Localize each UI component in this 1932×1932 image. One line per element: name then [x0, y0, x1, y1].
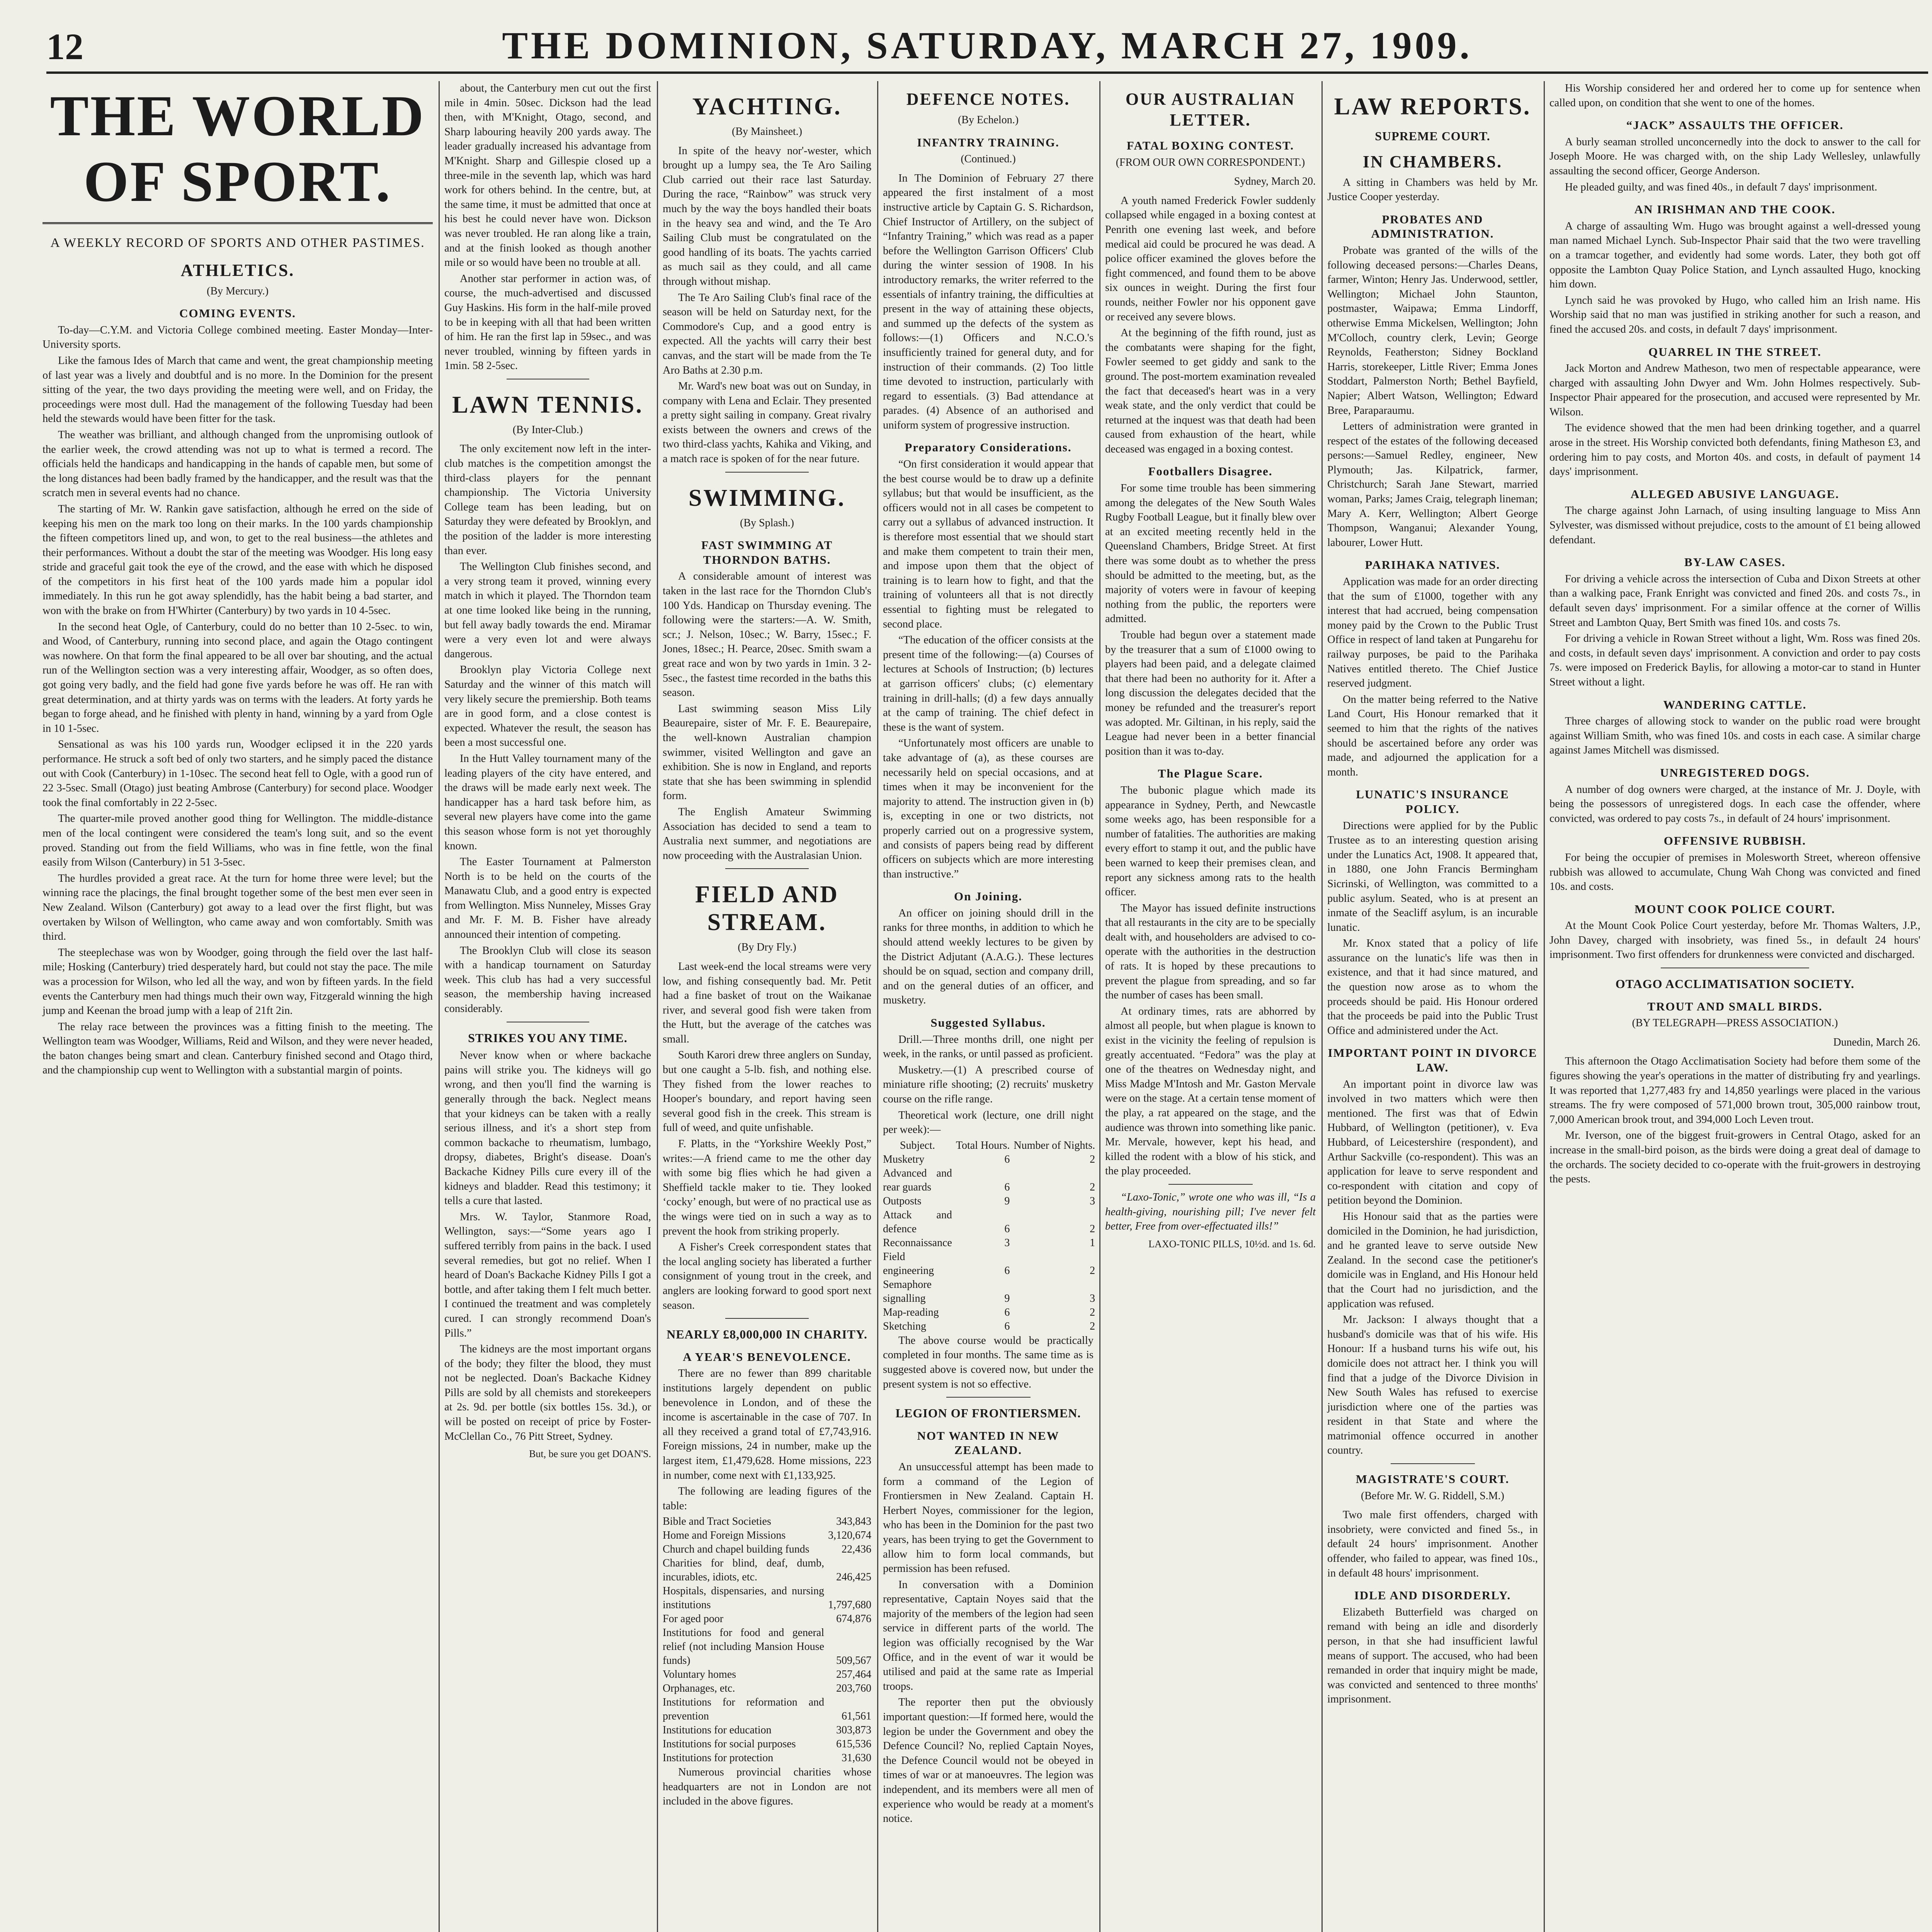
syllabus-hours: 9	[1004, 1292, 1010, 1304]
syllabus-subject: Map-reading	[883, 1306, 939, 1318]
divider	[1391, 1463, 1475, 1464]
subheading: MOUNT COOK POLICE COURT.	[1634, 902, 1835, 916]
paragraph: Musketry.—(1) A prescribed course of miniature rifle shooting; (2) recruits' musketry course on the rifle range.	[883, 1064, 1094, 1105]
byline: (By Mercury.)	[207, 285, 269, 297]
heading-australian-letter: OUR AUSTRALIAN LETTER.	[1125, 90, 1296, 129]
byline: (BY TELEGRAPH—PRESS ASSOCIATION.)	[1632, 1017, 1838, 1029]
subheading: On Joining.	[954, 889, 1023, 903]
paragraph: A sitting in Chambers was held by Mr. Justice Cooper yesterday.	[1327, 176, 1538, 203]
paragraph: At ordinary times, rats are abhorred by almost all people, but when plague is known to exist in the vicinity the feeling of repulsion is greatly accentuated. “Fedora” was the play at one of the theatres on Wednesday night, and Miss Madge M'Intosh and Mr. Gaston Mervale were on the stage. At a certain tense moment of the play, a rat appeared on the stage, and the audience was thrown into something like panic. Mr. Mervale, however, kept his head, and killed the rodent with a blow of his stick, and the play proceeded.	[1105, 1005, 1316, 1177]
charity-amount: 674,876	[836, 1613, 871, 1625]
charity-table	[663, 1515, 871, 1765]
paragraph: Two male first offenders, charged with insobriety, were convicted and fined 5s., in default 24 hours' imprisonment. Another offender, who failed to appear, was fined 10s., in default 48 hours' imprisonment.	[1327, 1509, 1538, 1579]
byline: (By Dry Fly.)	[738, 941, 796, 954]
charity-category: Home and Foreign Missions	[663, 1529, 786, 1542]
charity-amount: 343,843	[836, 1515, 871, 1528]
subheading: INFANTRY TRAINING.	[917, 135, 1060, 149]
paragraph: There are no fewer than 899 charitable institutions largely dependent on public benevolence in London, and of these the income is ascertainable in the case of 707. In all they received a grand total of £7,743,916. Foreign missions, 24 in number, make up the largest item, £1,479,628. Home missions, 223 in number, come next with £1,133,925.	[663, 1367, 871, 1481]
heading-swimming: SWIMMING.	[688, 485, 846, 511]
paragraph: F. Platts, in the “Yorkshire Weekly Post,” writes:—A friend came to me the other day with some big flies which he had given a Sheffield tackle maker to tie. They looked ‘cocky’ enough, but were of no practical use as the wings were tied on in such a way as to prevent the hook from striking properly.	[663, 1138, 871, 1237]
table-row	[663, 1529, 871, 1543]
paragraph: At the beginning of the fifth round, just as the combatants were shaping for the fight, Fowler seemed to get giddy and sank to the ground. The post-mortem examination revealed the fact that deceased's heart was in a very weak state, and the only verdict that could be returned at the inquest was that death had been caused from exhaustion of the heart, while deceased was engaged in a boxing contest.	[1105, 327, 1316, 455]
charity-category: Institutions for reformation and prevention	[663, 1696, 824, 1723]
table-row	[663, 1612, 871, 1626]
subheading: NOT WANTED IN NEW ZEALAND.	[917, 1429, 1060, 1457]
column-athletics-tennis	[444, 81, 651, 1932]
syllabus-nights: 3	[1090, 1195, 1095, 1207]
paragraph: Three charges of allowing stock to wander on the public road were brought against William Smith, who was fined 10s. and costs in each case. A similar charge against James Mitchell was dismissed.	[1549, 715, 1920, 757]
paragraph: A considerable amount of interest was taken in the last race for the Thorndon Club's 100 Yds. Handicap on Thursday evening. The following were the starters:—A. W. Smith, scr.; J. Nelson, 10sec.; W. Barry, 15sec.; F. Jones, 18sec.; H. Pearce, 20sec. Smith swam a great race and won by two yards in 1min. 3 2-5sec., the fastest time recorded in the baths this season.	[663, 570, 871, 699]
table-row	[663, 1543, 871, 1556]
paragraph: A burly seaman strolled unconcernedly into the dock to answer to the call for Joseph Moore. He was charged with, on the ship Lady Wellesley, unlawfully assaulting the second officer, George Anderson.	[1549, 136, 1920, 177]
heading-charity: NEARLY £8,000,000 IN CHARITY.	[667, 1327, 867, 1342]
charity-category: Institutions for food and general relief (not including Mansion House funds)	[663, 1627, 824, 1667]
table-row	[663, 1737, 871, 1751]
paragraph: An important point in divorce law was involved in two matters which were then mentioned. The first was that of Edwin Hubbard, of Wellington (petitioner), v. Eva Hubbard, of Leicestershire (respondent), and Arthur Sackville (co-respondent). This was an application for leave to serve respondent and co-respondent with citation and copy of petition beyond the Dominion.	[1327, 1078, 1538, 1207]
paragraph: Lynch said he was provoked by Hugo, who called him an Irish name. His Worship said that no man was justified in striking another for such a reason, and fined the accused 20s. and costs, in default 7 days' imprisonment.	[1549, 294, 1920, 335]
table-row	[883, 1236, 1095, 1250]
advert-tagline: But, be sure you get DOAN'S.	[529, 1448, 651, 1460]
table-row	[663, 1723, 871, 1737]
paragraph: The charge against John Larnach, of using insulting language to Miss Ann Sylvester, was dismissed without prejudice, costs to the amount of £1 being allowed defendant.	[1549, 505, 1920, 546]
subheading: FATAL BOXING CONTEST.	[1126, 139, 1294, 152]
paragraph: A charge of assaulting Wm. Hugo was brought against a well-dressed young man named Michael Lynch. Sub-Inspector Phair said that the two were travelling on a tramcar together, and evidently had some words. Later, they both got off opposite the Lambton Quay Police Station, and Lynch assaulted Hugo, knocking him down.	[1549, 220, 1920, 291]
table-row	[883, 1194, 1095, 1208]
column-rule	[1099, 81, 1100, 1932]
column-court-otago	[1549, 81, 1920, 1932]
paragraph: Last week-end the local streams were very low, and fishing consequently bad. Mr. Petit had a fine basket of trout on the Waikanae river, and several good fish were taken from the Hutt, but the average of the catches was small.	[663, 960, 871, 1045]
syllabus-subject: Attack and defence	[883, 1209, 952, 1235]
table-row	[663, 1626, 871, 1668]
table-row	[883, 1167, 1095, 1194]
table-header: Total Hours.	[956, 1139, 1010, 1151]
heading-in-chambers: IN CHAMBERS.	[1362, 152, 1503, 171]
syllabus-nights: 2	[1090, 1223, 1095, 1235]
syllabus-nights: 2	[1090, 1153, 1095, 1165]
table-row	[883, 1320, 1095, 1333]
paragraph: In the second heat Ogle, of Canterbury, could do no better than 10 2-5sec. to win, and Wood, of Canterbury, running into second place, and again the Otago contingent was nowhere. On that form the final appeared to be all over bar shouting, and the actual run of the Wellington section was a very interesting affair, Woodger, as so often does, got going very badly, and the field had gone five yards before he was off. He ran with great determination, and at thirty yards was on terms with the leaders. At forty yards he began to forge ahead, and he finished with plenty in hand, winning by a yard from Ogle in 10 1-5sec.	[43, 621, 433, 735]
paragraph: On the matter being referred to the Native Land Court, His Honour remarked that it seemed to him that the rights of the natives should be ascertained before any order was made, and adjourned the application for a month.	[1327, 693, 1538, 778]
paragraph: For being the occupier of premises in Molesworth Street, whereon offensive rubbish was allowed to accumulate, Chung Wah Chong was convicted and fined 10s. and costs.	[1549, 851, 1920, 893]
subheading: A YEAR'S BENEVOLENCE.	[683, 1350, 851, 1364]
paragraph: Letters of administration were granted in respect of the estates of the following deceased persons:—Samuel Redley, engineer, New Plymouth; Jas. Kilpatrick, farmer, Christchurch; Sarah Jane Stewart, married woman, Parks; James Craig, telegraph lineman; Mary A. Kerr, Wellington; Albert George Thompson, Wanganui; Alexander Young, labourer, Lower Hutt.	[1327, 420, 1538, 549]
subheading: IMPORTANT POINT IN DIVORCE LAW.	[1328, 1046, 1537, 1075]
syllabus-nights: 1	[1090, 1236, 1095, 1249]
paragraph: In The Dominion of February 27 there appeared the first instalment of a most instructive article by Captain G. S. Richardson, Chief Instructor of Artillery, on the subject of “Infantry Training,” which was read as a paper before the Wellington Garrison Officers' Club during the winter session of 1908. In his introductory remarks, the writer referred to the essentials of infantry training, the difficulties at present in the way of attaining these objects, and summed up the defects of the system as follows:—(1) Officers and N.C.O.'s insufficiently trained for general duty, and for instruction of their commands. (2) Too little time devoted to instruction, particularly with regard to essentials. (3) Bad attendance at parades. (4) Absence of an authorised and uniform system of progressive instruction.	[883, 172, 1094, 431]
paragraph: South Karori drew three anglers on Sunday, but one caught a 5-lb. fish, and nothing else. They fished from the lower reaches to Hooper's boundary, and report having seen several good fish in the creek. This stream is full of weed, and quite unfishable.	[663, 1049, 871, 1134]
paragraph: The Wellington Club finishes second, and a very strong team it proved, winning every match in which it played. The Thorndon team at one time looked like being in the running, but fell away badly towards the end. Miramar were a very even lot and were always dangerous.	[444, 561, 651, 660]
paragraph: In conversation with a Dominion representative, Captain Noyes said that the majority of the members of the legion had seen service in different parts of the world. The legion was officially recognised by the War Office, and in the event of war it would be utilised and paid at the same rate as Imperial troops.	[883, 1578, 1094, 1692]
table-row	[883, 1278, 1095, 1306]
heading-lawn-tennis: LAWN TENNIS.	[452, 391, 643, 418]
charity-amount: 22,436	[842, 1543, 871, 1556]
subheading: UNREGISTERED DOGS.	[1660, 765, 1810, 779]
table-row	[883, 1208, 1095, 1236]
syllabus-hours: 6	[1004, 1320, 1010, 1332]
advert-paragraph: Mrs. W. Taylor, Stanmore Road, Wellington, says:—“Some years ago I suffered terribly from pains in the back. I used several remedies, but got no relief. When I heard of Doan's Backache Kidney Pills I got a bottle, and after taking them I felt much better. I continued the treatment and was completely cured. I can strongly recommend Doan's Pills.”	[444, 1211, 651, 1339]
column-rule	[1544, 81, 1545, 1932]
charity-amount: 3,120,674	[828, 1529, 871, 1542]
newspaper-title: THE DOMINION, SATURDAY, MARCH 27, 1909.	[502, 24, 1473, 67]
paragraph: This afternoon the Otago Acclimatisation Society had before them some of the figures showing the year's operations in the matter of distributing fry and yearlings. It was reported that 1,277,483 fry and 14,850 yearlings were placed in the various streams. The fry were composed of 571,000 brown trout, 305,000 rainbow trout, 7,000 American brook trout, and 394,000 Loch Leven trout.	[1549, 1055, 1920, 1126]
charity-amount: 303,873	[836, 1724, 871, 1736]
syllabus-hours: 6	[1004, 1264, 1010, 1277]
column-defence	[883, 81, 1094, 1932]
syllabus-nights: 2	[1090, 1264, 1095, 1277]
paragraph: The hurdles provided a great race. At the turn for home three were level; but the winning race the placings, the final brought together some of the best men ever seen in New Zealand. Wilson (Canterbury) got away to a lead over the first flight, but was overtaken by Wilson of Wellington, who came away and won comfortably. Smith was third.	[43, 872, 433, 943]
paragraph: The evidence showed that the men had been drinking together, and a quarrel arose in the street. His Worship convicted both defendants, fining Matheson £3, and ordering him to pay costs, and Morton 40s. and costs, in default of payment 14 days' imprisonment.	[1549, 422, 1920, 478]
page-number: 12	[46, 26, 83, 67]
advert-paragraph: Never know when or where backache pains will strike you. The kidneys will go wrong, and then you'll find the warning is generally through the back. Neglect means that your kidneys can be taken with a really serious illness, and it's a short step from common backache to rheumatism, lumbago, dropsy, diabetes, Bright's disease. Doan's Backache Kidney Pills cure every ill of the kidneys and bladder. Read this testimony; it tells a cure that lasted.	[444, 1049, 651, 1207]
section-subtitle: A WEEKLY RECORD OF SPORTS AND OTHER PASTIMES.	[50, 236, 425, 250]
column-yachting-swimming	[663, 81, 871, 1932]
paragraph: His Honour said that as the parties were domiciled in the Dominion, he had jurisdiction, and he granted leave to serve outside New Zealand. In the second case the petitioner's domicile was in England, and His Honour held that the Court had no jurisdiction, and the application was refused.	[1327, 1210, 1538, 1310]
charity-category: Institutions for protection	[663, 1752, 774, 1764]
paragraph: Directions were applied for by the Public Trustee as to an interesting question arising under the Lunatics Act, 1908. It appeared that, in 1880, one John Francis Bermingham Sicrinski, of Wellington, was committed to a public asylum. Seated, who is at present an inmate of the Seacliff asylum, is an incurable lunatic.	[1327, 820, 1538, 934]
paragraph: His Worship considered her and ordered her to come up for sentence when called upon, on condition that she went to one of the homes.	[1549, 82, 1920, 109]
subheading: WANDERING CATTLE.	[1663, 697, 1807, 711]
syllabus-subject: Outposts	[883, 1195, 922, 1207]
table-row	[883, 1250, 1095, 1278]
charity-category: Orphanages, etc.	[663, 1682, 735, 1695]
subheading: TROUT AND SMALL BIRDS.	[1647, 999, 1823, 1013]
heading-supreme-court: SUPREME COURT.	[1375, 129, 1490, 143]
table-row	[663, 1751, 871, 1765]
paragraph: Numerous provincial charities whose headquarters are not in London are not included in the above figures.	[663, 1766, 871, 1808]
paragraph: Theoretical work (lecture, one drill night per week):—	[883, 1109, 1094, 1136]
paragraph: The above course would be practically completed in four months. The same time as is suggested above is covered now, but under the present system is not so effective.	[883, 1334, 1094, 1390]
heading-coming-events: COMING EVENTS.	[179, 306, 296, 320]
paragraph: The weather was brilliant, and although changed from the unpromising outlook of the earlier week, the crowd attending was not up to what is termed a record. The officials held the handicaps and handicapping in the hands of capable men, but some of the long distances had been badly framed by the handicapper, and the result was that the scratch men in several events had no chance.	[43, 429, 433, 499]
byline: (By Inter-Club.)	[512, 423, 583, 436]
paragraph: A Fisher's Creek correspondent states that the local angling society has liberated a further consignment of young trout in the creek, and anglers are looking forward to good sport next season.	[663, 1241, 871, 1311]
subheading: Suggested Syllabus.	[930, 1016, 1046, 1030]
subheading: Footballers Disagree.	[1148, 464, 1273, 478]
divider	[946, 1397, 1031, 1398]
charity-category: Church and chapel building funds	[663, 1543, 810, 1556]
syllabus-hours: 9	[1004, 1195, 1010, 1207]
paragraph: The relay race between the provinces was a fitting finish to the meeting. The Wellington team was Woodger, Williams, Reid and Wilson, and they were never headed, the baton changes being smart and clean. Canterbury finished second and Otago third, and the championship cup went to Wellington with a substantial margin of points.	[43, 1020, 433, 1077]
advert-tagline: LAXO-TONIC PILLS, 10½d. and 1s. 6d.	[1148, 1238, 1316, 1250]
dateline: Dunedin, March 26.	[1833, 1036, 1920, 1048]
subheading: ALLEGED ABUSIVE LANGUAGE.	[1630, 487, 1840, 501]
subheading: IDLE AND DISORDERLY.	[1354, 1588, 1511, 1602]
charity-category: Charities for blind, deaf, dumb, incurables, idiots, etc.	[663, 1557, 824, 1583]
syllabus-subject: Semaphore signalling	[883, 1278, 932, 1304]
syllabus-nights: 2	[1090, 1320, 1095, 1332]
subheading: BY-LAW CASES.	[1684, 555, 1786, 569]
paragraph: Trouble had begun over a statement made by the treasurer that a sum of £1000 owing to players had been paid, and a delegate claimed that there had been no authority for it. After a long discussion the delegates decided that the money be refunded and the treasurer's report was adopted. Mr. Giltinan, in his reply, said the League had never been in a better financial position than it was to-day.	[1105, 629, 1316, 757]
syllabus-subject: Reconnaissance	[883, 1236, 952, 1249]
paragraph: For driving a vehicle across the intersection of Cuba and Dixon Streets at other than a walking pace, Frank Enright was convicted and fined 20s. and costs 7s., in default seven days' imprisonment. For a similar offence at the corner of Willis Street and Lambton Quay, Bert Smith was fined 10s. and costs 7s.	[1549, 573, 1920, 629]
syllabus-nights: 3	[1090, 1292, 1095, 1304]
syllabus-hours: 6	[1004, 1153, 1010, 1165]
paragraph: Sensational as was his 100 yards run, Woodger eclipsed it in the 220 yards performance. He struck a soft bed of only two starters, and he simply paced the distance out with Cook (Canterbury) in 1-10sec. The second heat fell to Ogle, with a good run of 22 3-5sec. Small (Otago) just beating Ambrose (Canterbury) for second place. Woodger took the final comfortably in 22 2-5sec.	[43, 738, 433, 809]
paragraph: The quarter-mile proved another good thing for Wellington. The middle-distance men of the local contingent were considered the team's long suit, and so the event proved. Standing out from the field Williams, who was in fine fettle, won the final easily from Wilson (Canterbury) in 51 3-5sec.	[43, 813, 433, 869]
syllabus-hours: 6	[1004, 1181, 1010, 1193]
charity-amount: 509,567	[836, 1655, 871, 1667]
charity-amount: 615,536	[836, 1738, 871, 1750]
byline: (Before Mr. W. G. Riddell, S.M.)	[1361, 1490, 1504, 1502]
syllabus-nights: 2	[1090, 1306, 1095, 1318]
paragraph: The bubonic plague which made its appearance in Sydney, Perth, and Newcastle some weeks ago, has been responsible for a number of fatalities. The authorities are making every effort to stamp it out, and the public have been warned to keep their premises clean, and report any sickness among rats to the health officer.	[1105, 784, 1316, 898]
table-row	[883, 1153, 1095, 1167]
column-sport	[43, 81, 433, 1932]
paragraph: Application was made for an order directing that the sum of £1000, together with any interest that had accrued, being compensation money paid by the Crown to the Public Trust Office in respect of land taken at Pungarehu for railway purposes, be paid to the Parihaka Natives entitled thereto. The Chief Justice reserved judgment.	[1327, 576, 1538, 690]
paragraph: Probate was granted of the wills of the following deceased persons:—Charles Deans, farmer, Winton; Henry Jas. Underwood, settler, Wellington; Michael John Staunton, postmaster, Waipawa; Emma Lindorff, otherwise Emma Mickelsen, Wellington; John M'Colloch, country clerk, Levin; George Reynolds, Featherston; Sidney Bockland Harris, storekeeper, Little River; Emma Jones Stoddart, Palmerston North; Bethel Bayfield, Napier; Albert Watson, Wellington; Edward Bree, Paraparaumu.	[1327, 244, 1538, 417]
divider	[725, 472, 809, 473]
subheading: FAST SWIMMING AT THORNDON BATHS.	[701, 538, 833, 566]
paragraph: He pleaded guilty, and was fined 40s., in default 7 days' imprisonment.	[1565, 181, 1878, 193]
charity-amount: 246,425	[836, 1571, 871, 1583]
syllabus-hours: 6	[1004, 1223, 1010, 1235]
subheading: QUARREL IN THE STREET.	[1648, 345, 1821, 359]
subheading: The Plague Scare.	[1158, 767, 1263, 781]
paragraph: The Mayor has issued definite instructions that all restaurants in the city are to be specially dealt with, and householders are advised to co-operate with the authorities in the destruction of rats. It is hoped by these precautions to prevent the plague from spreading, and so far the number of cases has been small.	[1105, 902, 1316, 1002]
paragraph: The starting of Mr. W. Rankin gave satisfaction, although he erred on the side of keeping his men on the mark too long on their marks. In the 100 yards championship the fifteen competitors lined up, and won, to get to the real business—the athletes and their performances. Without a doubt the star of the meeting was Woodger. His long easy stride and graceful gait took the eye of the crowd, and the ease with which he disposed of the competitors in his first heat of the 100 yards made him a popular idol immediately. In this run he got away splendidly, has the habit being a bad starter, and won with the brake on from H'Whirter (Canterbury) by two yards in 10 4-5sec.	[43, 503, 433, 617]
table-header: Subject.	[900, 1139, 935, 1151]
subheading: AN IRISHMAN AND THE COOK.	[1634, 202, 1836, 216]
heading-field-and-stream: FIELD AND STREAM.	[695, 881, 839, 936]
table-row	[663, 1696, 871, 1723]
table-row	[663, 1668, 871, 1682]
charity-amount: 61,561	[842, 1710, 871, 1723]
paragraph: A number of dog owners were charged, at the instance of Mr. J. Doyle, with being the possessors of unregistered dogs. In each case the offender, where convicted, was ordered to pay costs 7s., in default of 24 hours' imprisonment.	[1549, 783, 1920, 825]
syllabus-subject: Advanced and rear guards	[883, 1167, 952, 1193]
syllabus-subject: Sketching	[883, 1320, 926, 1332]
divider	[725, 1318, 809, 1319]
column-rule	[877, 81, 878, 1932]
column-australian-letter	[1105, 81, 1316, 1932]
heading-yachting: YACHTING.	[692, 94, 842, 120]
paragraph: In the Hutt Valley tournament many of the leading players of the city have entered, and the draws will be made early next week. The handicapper has a hard task before him, as several new players have come into the game this season whose form is not yet thoroughly known.	[444, 752, 651, 852]
charity-amount: 1,797,680	[828, 1599, 871, 1611]
syllabus-subject: Field engineering	[883, 1250, 934, 1277]
dateline: Sydney, March 20.	[1234, 175, 1316, 188]
heading-magistrates-court: MAGISTRATE'S COURT.	[1355, 1472, 1510, 1486]
syllabus-subject: Musketry	[883, 1153, 925, 1165]
column-rule	[439, 81, 440, 1932]
table-row	[883, 1306, 1095, 1320]
paragraph: The only excitement now left in the inter-club matches is the competition amongst the third-class players for the pennant championship. The Victoria University College team has been leading, but on Saturday they were defeated by Brooklyn, and the position of the ladder is more interesting than ever.	[444, 443, 651, 557]
divider	[725, 868, 809, 869]
syllabus-hours: 3	[1004, 1236, 1010, 1249]
column-rule	[657, 81, 658, 1932]
charity-category: Institutions for education	[663, 1724, 772, 1736]
paragraph: Mr. Jackson: I always thought that a husband's domicile was that of his wife. His Honour: If a husband turns his wife out, his domicile does not attract her. I think you will find that a judge of the Divorce Division in New South Wales has refused to exercise jurisdiction where one of the parties was resident in that State and where the matrimonial offence occurred in another country.	[1327, 1314, 1538, 1457]
advert-verse: “Laxo-Tonic,” wrote one who was ill, “Is a health-giving, nourishing pill; I've never felt better, Free from over-effectuated ills!”	[1105, 1191, 1316, 1233]
correspondent-label: (FROM OUR OWN CORRESPONDENT.)	[1116, 156, 1305, 168]
byline: (By Mainsheet.)	[732, 126, 802, 138]
advert-paragraph: The kidneys are the most important organs of the body; they filter the blood, they must not be neglected. Doan's Backache Kidney Pills are sold by all chemists and storekeepers at 2s. 9d. per bottle (six bottles 15s. 3d.), or will be posted on receipt of price by Foster-McClellan Co., 76 Pitt Street, Sydney.	[444, 1343, 651, 1442]
divider	[1168, 1184, 1253, 1185]
heading-otago-society: OTAGO ACCLIMATISATION SOCIETY.	[1615, 977, 1855, 991]
paragraph: “On first consideration it would appear that the best course would be to draw up a definite syllabus; but that would be insufficient, as the officers would not in all cases be competent to carry out a syllabus of advanced instruction. It is therefore most essential that we should start and make them competent to train their men, and impose upon them that the object of training is to learn how to fight, and that the training of volunteers all that is not directly essential to fighting must be relegated to second place.	[883, 458, 1094, 630]
charity-amount: 31,630	[842, 1752, 871, 1764]
paragraph: In spite of the heavy nor'-wester, which brought up a lumpy sea, the Te Aro Sailing Club carried out their race last Saturday. During the race, “Rainbow” was struck very much by the way the boys handled their boats in the heavy sea and wind, and the Te Aro Sailing Club must be congratulated on the good handling of its boats. The yachts carried as much sail as they could, and all came through without mishap.	[663, 145, 871, 287]
heading-legion: LEGION OF FRONTIERSMEN.	[895, 1406, 1081, 1420]
syllabus-table	[883, 1139, 1095, 1333]
paragraph: The Te Aro Sailing Club's final race of the season will be held on Saturday next, for the Commodore's Cup, and a good entry is expected. All the yachts will carry their best canvas, and the start will be made from the Te Aro Baths at 2.30 p.m.	[663, 291, 871, 376]
section-title-world-of-sport: THE WORLD OF SPORT.	[43, 83, 433, 224]
charity-category: Voluntary homes	[663, 1668, 736, 1681]
charity-category: For aged poor	[663, 1613, 724, 1625]
paragraph: Mr. Knox stated that a policy of life assurance on the lunatic's life was then in existence, and that it had since matured, and the question now arose as to whom the proceeds should be paid. His Honour ordered that the proceeds be paid into the Public Trust Office and administered under the Act.	[1327, 937, 1538, 1037]
charity-category: Hospitals, dispensaries, and nursing institutions	[663, 1585, 824, 1611]
table-row	[663, 1515, 871, 1529]
paragraph: Brooklyn play Victoria College next Saturday and the winner of this match will very likely secure the premiership. Both teams are in good form, and a close contest is expected. Whatever the result, the season has been a most successful one.	[444, 664, 651, 749]
paragraph: Drill.—Three months drill, one night per week, in the ranks, or until passed as proficient.	[883, 1033, 1094, 1060]
table-row	[663, 1682, 871, 1696]
paragraph: “Unfortunately most officers are unable to take advantage of (a), as these courses are necessarily held on special occasions, and at times when it may be inconvenient for the majority to attend. The instruction given in (b) is, excepting in one or two districts, not properly carried out on a progressive system, and consists of papers being read by different officers on subjects which are more interesting than instructive.”	[883, 737, 1094, 880]
subheading: PARIHAKA NATIVES.	[1365, 558, 1500, 572]
subheading: OFFENSIVE RUBBISH.	[1663, 834, 1806, 848]
paragraph: The Easter Tournament at Palmerston North is to be held on the courts of the Manawatu Club, and a good entry is expected from Wellington. Miss Nunneley, Misses Gray and Mr. F. M. B. Fisher have already announced their intention of competing.	[444, 856, 651, 941]
subheading: “JACK” ASSAULTS THE OFFICER.	[1626, 118, 1844, 132]
paragraph: Mr. Iverson, one of the biggest fruit-growers in Central Otago, asked for an increase in the small-bird poison, as the birds were doing a great deal of damage to the orchards. The society decided to co-operate with the fruit-growers in destroying the pests.	[1549, 1129, 1920, 1185]
paragraph: For driving a vehicle in Rowan Street without a light, Wm. Ross was fined 20s. and costs, in default seven days' imprisonment. A conviction and order to pay costs 7s. were imposed on Frederick Baylis, for allowing a motor-car to stand in Hunter Street without a light.	[1549, 633, 1920, 688]
table-row	[663, 1584, 871, 1612]
paragraph: An unsuccessful attempt has been made to form a command of the Legion of Frontiersmen in New Zealand. Captain H. Herbert Noyes, commissioner for the legion, who has been in the Dominion for the past two years, has been trying to get the Government to allow him to form local commands, but permission has been refused.	[883, 1461, 1094, 1575]
paragraph: The steeplechase was won by Woodger, going through the field over the last half-mile; Hosking (Canterbury) tried desperately hard, but could not stay the pace. The mile was a procession for Wilson, who led all the way, and won by fifteen yards. In the field events the Canterbury men had things much their own way, Fitzgerald winning the high jump and Keenan the broad jump with a leap of 21ft 2in.	[43, 946, 433, 1017]
charity-category: Institutions for social purposes	[663, 1738, 796, 1750]
byline: (By Splash.)	[740, 517, 794, 529]
charity-category: Bible and Tract Societies	[663, 1515, 771, 1528]
subheading: PROBATES AND ADMINISTRATION.	[1371, 212, 1494, 241]
column-rule	[1321, 81, 1323, 1932]
heading-strikes-you: STRIKES YOU ANY TIME.	[468, 1031, 628, 1045]
column-law-reports	[1327, 81, 1538, 1932]
paragraph: The following are leading figures of the table:	[663, 1485, 871, 1512]
paragraph: The Brooklyn Club will close its season with a handicap tournament on Saturday week. This club has had a very successful season, the membership having increased considerably.	[444, 944, 651, 1015]
paragraph: An officer on joining should drill in the ranks for three months, in addition to which he should attend weekly lectures to be given by the District Adjutant (A.A.G.). These lectures should be on squad, section and company drill, and on the general duties of an officer, and musketry.	[883, 907, 1094, 1007]
paragraph: For some time trouble has been simmering among the delegates of the New South Wales Rugby Football League, but it finally blew over at an excited meeting recently held in the Queensland Chambers, Bridge Street. At first there was some doubt as to whether the press should be admitted to the meeting, but, as the majority of voters were in favour of keeping nothing from the public, the reporters were admitted.	[1105, 482, 1316, 625]
paragraph: The English Amateur Swimming Association has decided to send a team to Australia next summer, and negotiations are now proceeding with the Australasian Union.	[663, 806, 871, 862]
heading-defence-notes: DEFENCE NOTES.	[906, 90, 1070, 109]
charity-amount: 257,464	[836, 1668, 871, 1681]
paragraph: Jack Morton and Andrew Matheson, two men of respectable appearance, were charged with assaulting John Dwyer and Wm. John Holmes respectively. Sub-Inspector Phair appeared for the prosecution, and accused were represented by Mr. Wilson.	[1549, 362, 1920, 418]
heading-athletics: ATHLETICS.	[180, 260, 295, 280]
table-header: Number of Nights.	[1014, 1139, 1095, 1151]
table-row	[663, 1556, 871, 1584]
paragraph: Elizabeth Butterfield was charged on remand with being an idle and disorderly person, in that she had insufficient lawful means of support. The accused, who had been remanded in order that inquiry might be made, was convicted and sentenced to three months' imprisonment.	[1327, 1606, 1538, 1706]
syllabus-nights: 2	[1090, 1181, 1095, 1193]
heading-law-reports: LAW REPORTS.	[1334, 94, 1531, 120]
paragraph: The reporter then put the obviously important question:—If formed here, would the legion be under the Government and obey the Defence Council? No, replied Captain Noyes, the Defence Council would not be obeyed in times of war or at manoeuvres. The legion was independent, and its members were all men of experience who would be ready at a moment's notice.	[883, 1696, 1094, 1825]
coming-events-text: To-day—C.Y.M. and Victoria College combined meeting. Easter Monday—Inter-University sports.	[43, 324, 433, 351]
masthead	[46, 21, 1928, 74]
paragraph: Last swimming season Miss Lily Beaurepaire, sister of Mr. F. E. Beaurepaire, the well-known Australian champion swimmer, visited Wellington and gave an exhibition. She is now in England, and reports state that she has been swimming in splendid form.	[663, 702, 871, 802]
byline: (By Echelon.)	[957, 114, 1019, 126]
paragraph: A youth named Frederick Fowler suddenly collapsed while engaged in a boxing contest at Penrith one evening last week, and before medical aid could be procured he was dead. A police officer examined the gloves before the fight commenced, and found them to be above six ounces in weight. During the first four rounds, neither Fowler nor his opponent gave or received any severe blows.	[1105, 194, 1316, 323]
paragraph: At the Mount Cook Police Court yesterday, before Mr. Thomas Walters, J.P., John Davey, charged with insobriety, was fined 5s., in default 24 hours' imprisonment. Two first offenders for drunkenness were convicted and discharged.	[1549, 920, 1920, 961]
continued-label: (Continued.)	[961, 153, 1016, 165]
subheading: Preparatory Considerations.	[905, 440, 1072, 454]
paragraph: Another star performer in action was, of course, the much-advertised and discussed Guy Haskins. His form in the half-mile proved to be in keeping with all that had been written of him. He ran the first lap in 59sec., and was never troubled, winning by fifteen yards in 1min. 58 2-5sec.	[444, 272, 651, 372]
paragraph: about, the Canterbury men cut out the first mile in 4min. 50sec. Dickson had the lead then, with M'Knight, Otago, second, and Sharp labouring heavily 200 yards away. The leader gradually increased his advantage from M'Knight. Sharp and Gillespie closed up a three-mile in the seventh lap, which was hard work for others behind. In the centre, but, at the same time, it must be admitted that once at his best he could never have won. Dickson was never troubled. He ran along like a train, and at the finish looked as though another mile or so would have been no trouble at all.	[444, 82, 651, 269]
paragraph: Mr. Ward's new boat was out on Sunday, in company with Lena and Eclair. They presented a pretty sight sailing in company. Great rivalry exists between the owners and crews of the two third-class yachts, Kahika and Viking, and a match race is spoken of for the near future.	[663, 380, 871, 465]
paragraph: “The education of the officer consists at the present time of the following:—(a) Courses of lectures at Schools of Instruction; (b) lectures at garrison officers' clubs; (c) elementary training in drill-halls; (d) a few days annually at the camp of training. The chief defect in these is the want of system.	[883, 634, 1094, 733]
charity-amount: 203,760	[836, 1682, 871, 1695]
subheading: LUNATIC'S INSURANCE POLICY.	[1356, 787, 1509, 816]
syllabus-hours: 6	[1004, 1306, 1010, 1318]
paragraph: Like the famous Ides of March that came and went, the great championship meeting of last year was a lively and doubtful and is no more. In the Dominion for the present sitting of the year, the two days providing the meeting were well, and on Friday, the proceedings were most dull. Had the management of the following Tuesday had been held the stewards would have been fitter for the task.	[43, 354, 433, 425]
